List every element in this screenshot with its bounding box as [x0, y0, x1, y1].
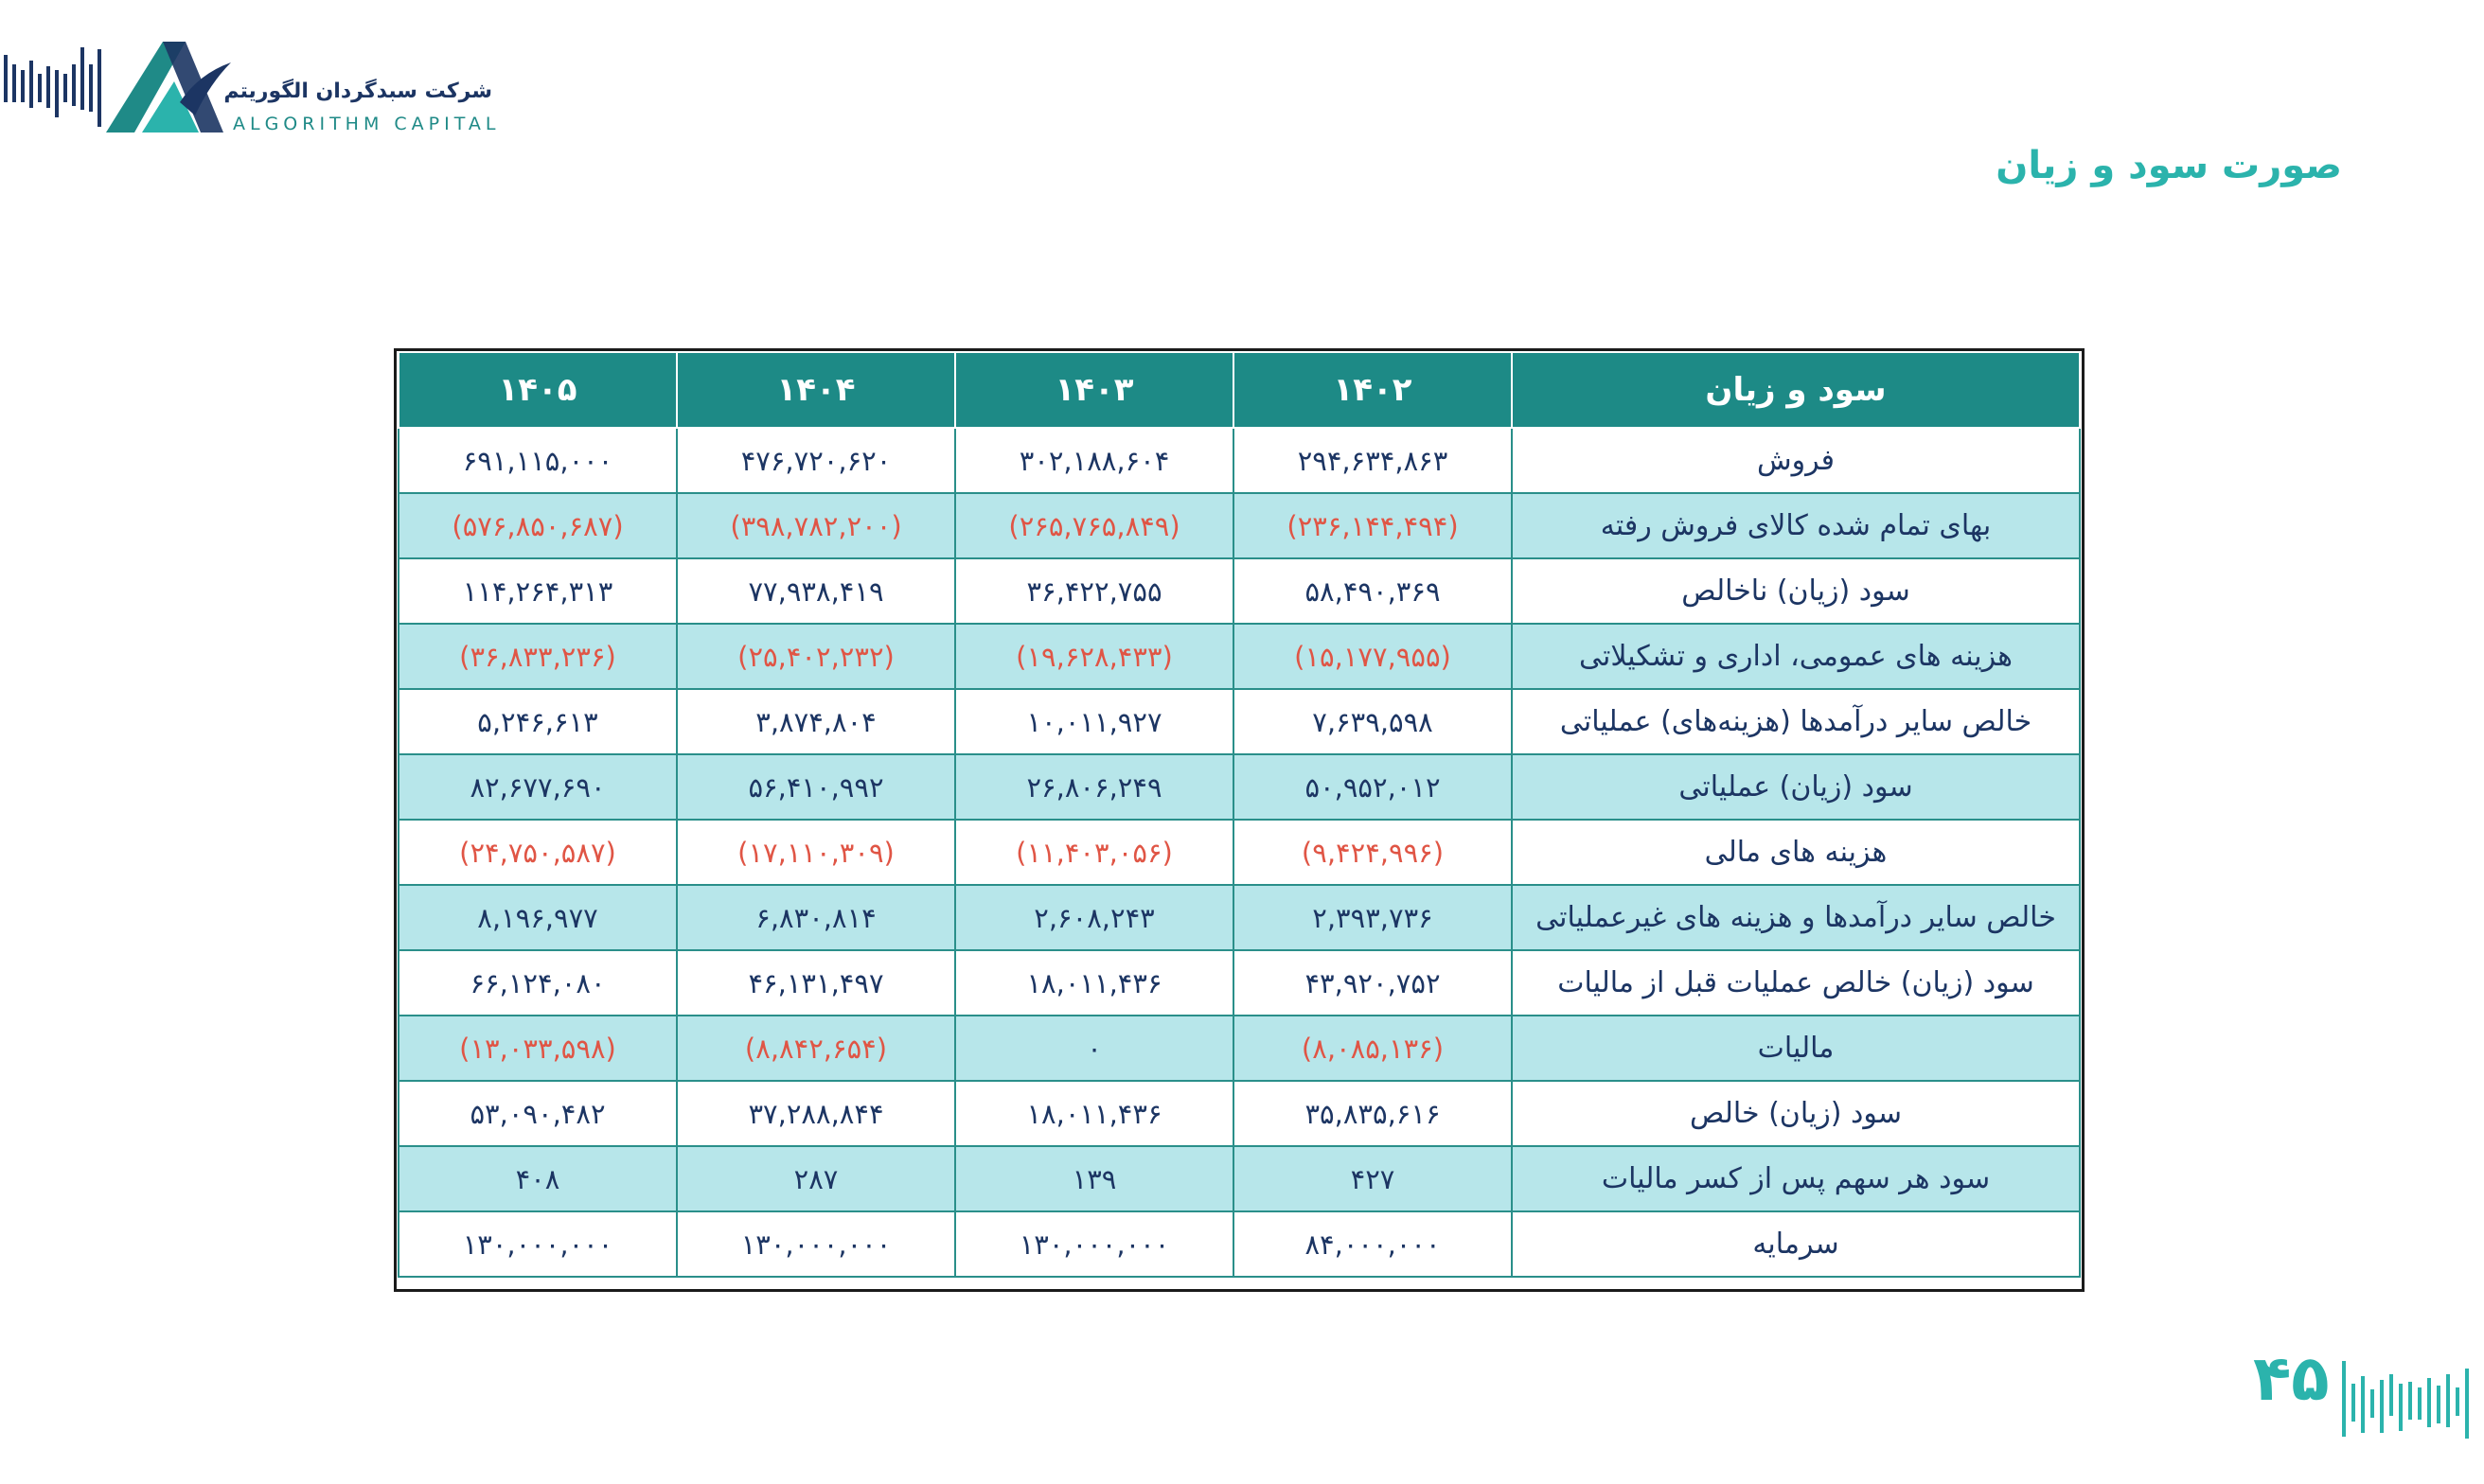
row-label: سود (زیان) ناخالص [1512, 558, 2080, 624]
cell-value: ۴۲۷ [1233, 1146, 1512, 1211]
cell-value: (۸,۸۴۲,۶۵۴) [677, 1016, 955, 1081]
header-year: ۱۴۰۲ [1233, 352, 1512, 428]
logo-mark-icon [0, 36, 237, 140]
income-statement-table [398, 351, 2081, 1278]
cell-value: ۶۶,۱۲۴,۰۸۰ [399, 950, 677, 1016]
row-label: مالیات [1512, 1016, 2080, 1081]
cell-value: ۰ [955, 1016, 1233, 1081]
cell-value: ۳۵,۸۳۵,۶۱۶ [1233, 1081, 1512, 1146]
cell-value: (۵۷۶,۸۵۰,۶۸۷) [399, 493, 677, 558]
cell-value: ۱۳۰,۰۰۰,۰۰۰ [677, 1211, 955, 1277]
cell-value: ۷۷,۹۳۸,۴۱۹ [677, 558, 955, 624]
cell-value: ۵۰,۹۵۲,۰۱۲ [1233, 754, 1512, 820]
cell-value: ۸,۱۹۶,۹۷۷ [399, 885, 677, 950]
table-row [399, 1211, 2080, 1277]
table-row [399, 1081, 2080, 1146]
table-row [399, 428, 2080, 493]
cell-value: ۴۶,۱۳۱,۴۹۷ [677, 950, 955, 1016]
cell-value: ۴۰۸ [399, 1146, 677, 1211]
cell-value: ۳۷,۲۸۸,۸۴۴ [677, 1081, 955, 1146]
row-label: بهای تمام شده کالای فروش رفته [1512, 493, 2080, 558]
cell-value: ۴۷۶,۷۲۰,۶۲۰ [677, 428, 955, 493]
cell-value: (۳۹۸,۷۸۲,۲۰۰) [677, 493, 955, 558]
row-label: سود (زیان) خالص عملیات قبل از مالیات [1512, 950, 2080, 1016]
header-year: ۱۴۰۳ [955, 352, 1233, 428]
cell-value: ۲۹۴,۶۳۴,۸۶۳ [1233, 428, 1512, 493]
cell-value: ۸۴,۰۰۰,۰۰۰ [1233, 1211, 1512, 1277]
cell-value: ۵,۲۴۶,۶۱۳ [399, 689, 677, 754]
waveform-icon [2338, 1355, 2480, 1450]
row-label: سرمایه [1512, 1211, 2080, 1277]
cell-value: (۱۷,۱۱۰,۳۰۹) [677, 820, 955, 885]
table-row [399, 624, 2080, 689]
cell-value: ۳۰۲,۱۸۸,۶۰۴ [955, 428, 1233, 493]
row-label: خالص سایر درآمدها و هزینه های غیرعملیاتی [1512, 885, 2080, 950]
table-header-row [399, 352, 2080, 428]
cell-value: (۸,۰۸۵,۱۳۶) [1233, 1016, 1512, 1081]
cell-value: ۸۲,۶۷۷,۶۹۰ [399, 754, 677, 820]
header-label: سود و زیان [1512, 352, 2080, 428]
table-row [399, 558, 2080, 624]
header-year: ۱۴۰۴ [677, 352, 955, 428]
table-row [399, 689, 2080, 754]
cell-value: (۱۵,۱۷۷,۹۵۵) [1233, 624, 1512, 689]
table-body [399, 428, 2080, 1277]
table-row [399, 950, 2080, 1016]
row-label: سود (زیان) خالص [1512, 1081, 2080, 1146]
cell-value: ۲۸۷ [677, 1146, 955, 1211]
cell-value: ۲,۶۰۸,۲۴۳ [955, 885, 1233, 950]
table-row [399, 1146, 2080, 1211]
cell-value: (۲۴,۷۵۰,۵۸۷) [399, 820, 677, 885]
cell-value: ۱۸,۰۱۱,۴۳۶ [955, 1081, 1233, 1146]
cell-value: ۱۰,۰۱۱,۹۲۷ [955, 689, 1233, 754]
cell-value: ۳,۸۷۴,۸۰۴ [677, 689, 955, 754]
logo-name-fa: شرکت سبدگردان الگوریتم [223, 80, 492, 103]
cell-value: (۳۶,۸۳۳,۲۳۶) [399, 624, 677, 689]
row-label: خالص سایر درآمدها (هزینه‌های) عملیاتی [1512, 689, 2080, 754]
cell-value: ۵۶,۴۱۰,۹۹۲ [677, 754, 955, 820]
cell-value: ۵۸,۴۹۰,۳۶۹ [1233, 558, 1512, 624]
row-label: سود هر سهم پس از کسر مالیات [1512, 1146, 2080, 1211]
cell-value: ۴۳,۹۲۰,۷۵۲ [1233, 950, 1512, 1016]
cell-value: (۲۳۶,۱۴۴,۴۹۴) [1233, 493, 1512, 558]
cell-value: ۲۶,۸۰۶,۲۴۹ [955, 754, 1233, 820]
cell-value: ۶,۸۳۰,۸۱۴ [677, 885, 955, 950]
table-row [399, 493, 2080, 558]
cell-value: (۱۳,۰۳۳,۵۹۸) [399, 1016, 677, 1081]
cell-value: (۱۱,۴۰۳,۰۵۶) [955, 820, 1233, 885]
logo-name-en: ALGORITHM CAPITAL [233, 114, 501, 134]
cell-value: ۳۶,۴۲۲,۷۵۵ [955, 558, 1233, 624]
table-row [399, 820, 2080, 885]
cell-value: (۹,۴۲۴,۹۹۶) [1233, 820, 1512, 885]
cell-value: (۲۵,۴۰۲,۲۳۲) [677, 624, 955, 689]
row-label: سود (زیان) عملیاتی [1512, 754, 2080, 820]
cell-value: (۲۶۵,۷۶۵,۸۴۹) [955, 493, 1233, 558]
row-label: هزینه های مالی [1512, 820, 2080, 885]
cell-value: ۱۳۰,۰۰۰,۰۰۰ [955, 1211, 1233, 1277]
cell-value: ۶۹۱,۱۱۵,۰۰۰ [399, 428, 677, 493]
cell-value: ۱۳۹ [955, 1146, 1233, 1211]
table-row [399, 885, 2080, 950]
cell-value: ۱۱۴,۲۶۴,۳۱۳ [399, 558, 677, 624]
page-title: صورت سود و زیان [1996, 144, 2342, 187]
header-year: ۱۴۰۵ [399, 352, 677, 428]
cell-value: ۷,۶۳۹,۵۹۸ [1233, 689, 1512, 754]
cell-value: ۵۳,۰۹۰,۴۸۲ [399, 1081, 677, 1146]
cell-value: ۱۳۰,۰۰۰,۰۰۰ [399, 1211, 677, 1277]
row-label: فروش [1512, 428, 2080, 493]
cell-value: (۱۹,۶۲۸,۴۳۳) [955, 624, 1233, 689]
cell-value: ۲,۳۹۳,۷۳۶ [1233, 885, 1512, 950]
cell-value: ۱۸,۰۱۱,۴۳۶ [955, 950, 1233, 1016]
company-logo [0, 36, 530, 140]
table-row [399, 754, 2080, 820]
page-number: ۴۵ [2253, 1342, 2330, 1415]
row-label: هزینه های عمومی، اداری و تشکیلاتی [1512, 624, 2080, 689]
table-row [399, 1016, 2080, 1081]
